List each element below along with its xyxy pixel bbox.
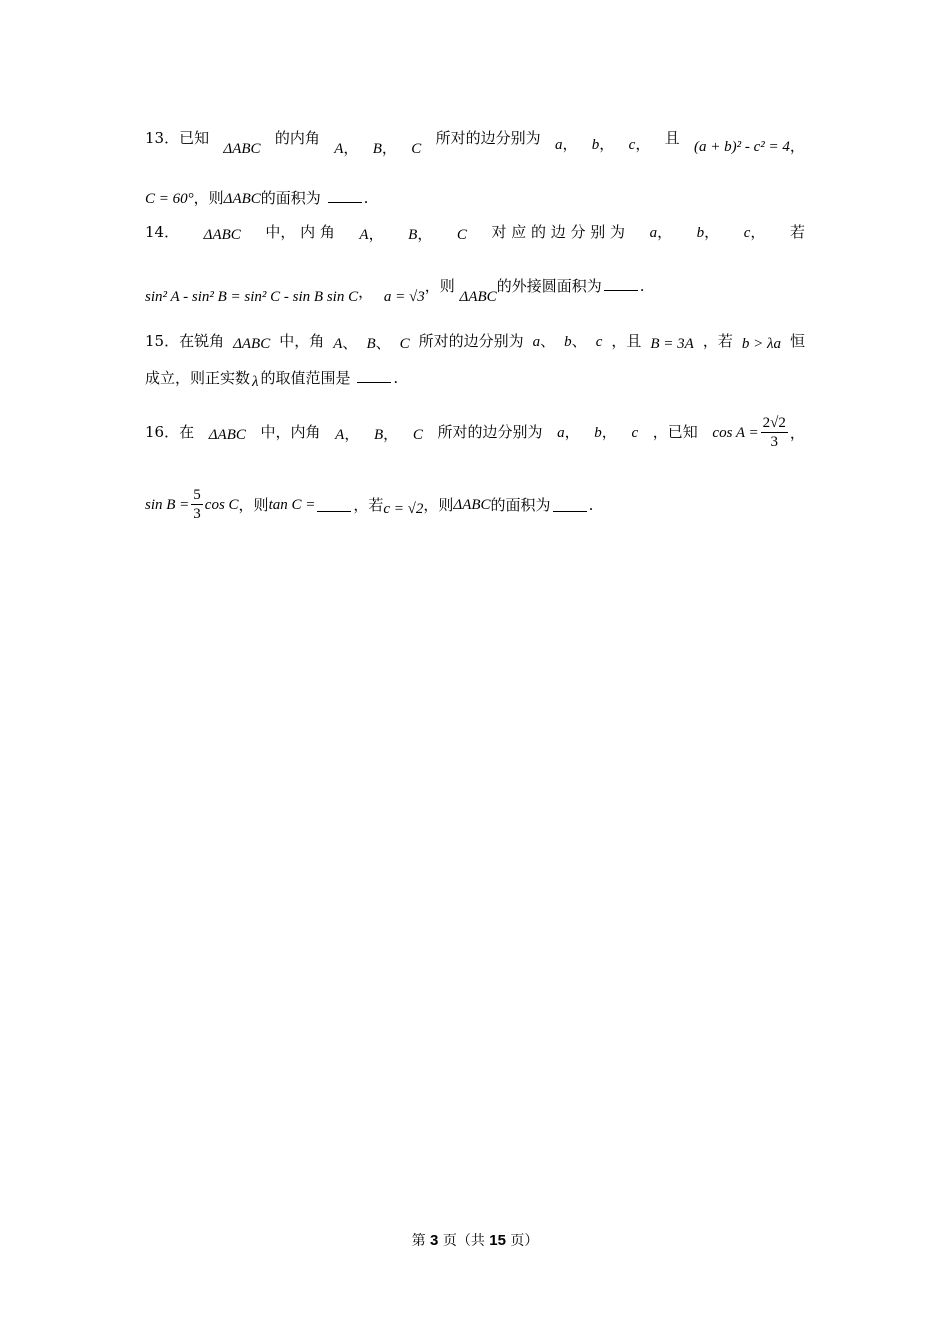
q16-tanC: tan C = — [268, 496, 316, 513]
q14-side-a: a — [649, 225, 658, 241]
q14-answer-blank — [604, 276, 638, 291]
q13-side-a: a — [554, 137, 563, 153]
q16-side-a: a — [557, 424, 565, 441]
q14-number: 14． — [145, 223, 180, 241]
q14-angle-a: A — [359, 227, 369, 243]
q13-angle-condition: C = 60° — [145, 191, 194, 207]
question-16-line-1: 16．在 ΔABC 中，内角 A， B， C 所对的边分别为 a， b， c ，已知 cos A = $\frac{2√2}{3}$ ， — [145, 415, 805, 450]
q16-text-3: ，已知 — [652, 422, 698, 441]
q16-sinB-fraction — [191, 486, 203, 523]
q15-number: 15．在锐角 — [145, 332, 225, 350]
q16-cosA-numerator: 2√2 — [762, 415, 786, 431]
q13-triangle: ΔABC — [223, 141, 261, 157]
q16-sinB-rhs: cos C — [204, 496, 239, 513]
q15-text-6: 成立，则正实数 — [145, 369, 251, 387]
q13-answer-blank — [328, 188, 362, 203]
q16-angle-c: C — [412, 426, 423, 443]
q15-answer-blank — [357, 368, 391, 383]
q14-text-3: 若 — [789, 223, 805, 241]
q16-side-b: b — [594, 424, 602, 441]
q15-text-1: 中，角 — [279, 332, 325, 350]
q16-cosA-denominator: 3 — [770, 434, 779, 450]
footer-middle: 页（共 — [442, 1233, 485, 1249]
q13-period: . — [363, 189, 369, 207]
q13-angle-b: B — [372, 141, 382, 157]
q14-text-2: 对 应 的 边 分 别 为 — [491, 223, 626, 241]
q14-side-value: a = √3 — [383, 289, 425, 305]
q15-side-a: a — [532, 334, 541, 350]
q15-text-4: ，若 — [702, 332, 733, 350]
q16-cosA-fraction — [761, 414, 788, 451]
q14-equation: sin² A - sin² B = sin² C - sin B sin C — [145, 289, 359, 305]
footer-page-number: 3 — [430, 1232, 439, 1249]
q15-angle-relation: B = 3A — [650, 336, 694, 352]
q15-text-3: ，且 — [611, 332, 642, 350]
q13-text-2: 所对的边分别为 — [435, 129, 541, 147]
q16-angle-b: B — [374, 426, 384, 443]
q13-text-5: 的面积为 — [260, 189, 321, 207]
q16-period: . — [588, 495, 594, 514]
q16-triangle: ΔABC — [208, 426, 246, 443]
q13-triangle-2: ΔABC — [223, 191, 261, 207]
question-16-line-2 — [145, 486, 805, 523]
q15-text-7: 的取值范围是 — [260, 369, 351, 387]
question-13-line-1: 13．已知 ΔABC 的内角 A， B， C 所对的边分别为 a， b， c， 且 (a + b)² - c² = 4， — [145, 129, 805, 157]
q15-text-2: 所对的边分别为 — [418, 332, 524, 350]
q16-cosA-lhs: cos A = — [712, 424, 759, 441]
q14-angle-b: B — [408, 227, 418, 243]
q16-sinB-lhs: sin B = — [145, 496, 190, 513]
q16-text-7: 的面积为 — [490, 495, 551, 514]
question-14-line-1: 14． ΔABC 中， 内 角 A， B， C 对 应 的 边 分 别 为 a， b， c， 若 — [145, 223, 805, 243]
q13-condition: (a + b)² - c² = 4 — [694, 139, 790, 155]
question-13-line-2 — [145, 188, 805, 209]
q16-sinB-numerator: 5 — [193, 487, 201, 503]
q13-number: 13．已知 — [145, 129, 210, 147]
q16-angle-a: A — [335, 426, 345, 443]
q16-c-value: c = √2 — [383, 500, 424, 517]
q14-text-1: 中， 内 角 — [265, 223, 335, 241]
q15-text-5: 恒 — [789, 332, 805, 350]
q15-inequality: b > λa — [741, 336, 781, 352]
q15-period: . — [393, 369, 399, 387]
q15-side-c: c — [595, 334, 603, 350]
question-14-line-2: sin² A - sin² B = sin² C - sin B sin C， a = √3，则 ΔABC的外接圆面积为 . — [145, 277, 645, 305]
q16-answer-blank-1 — [317, 497, 351, 512]
q13-side-b: b — [591, 137, 600, 153]
q16-sinB-denominator: 3 — [193, 506, 201, 522]
q13-angle-c: C — [411, 141, 422, 157]
q14-side-b: b — [696, 225, 705, 241]
q15-angle-c: C — [399, 336, 410, 352]
q16-side-c: c — [631, 424, 639, 441]
q14-angle-c: C — [456, 227, 467, 243]
q13-text-4: ，则 — [193, 189, 224, 207]
footer-total-pages: 15 — [489, 1232, 506, 1249]
q15-angle-b: B — [366, 336, 376, 352]
q14-triangle: ΔABC — [203, 227, 241, 243]
footer-suffix: 页） — [510, 1233, 539, 1249]
q16-number: 16．在 — [145, 422, 195, 441]
q16-text-4: ，则 — [238, 495, 269, 514]
q16-triangle-2: ΔABC — [453, 496, 491, 513]
q15-triangle: ΔABC — [233, 336, 271, 352]
q14-side-c: c — [743, 225, 751, 241]
q15-angle-a: A — [333, 336, 343, 352]
q13-side-c: c — [628, 137, 636, 153]
q14-text-4: ，则 — [424, 277, 455, 295]
q13-text-3: 且 — [664, 129, 680, 147]
q16-text-2: 所对的边分别为 — [437, 422, 543, 441]
q14-triangle-2: ΔABC — [459, 289, 497, 305]
question-15-line-2 — [145, 368, 805, 389]
question-15-line-1: 15．在锐角 ΔABC 中，角 A、 B、 C 所对的边分别为 a、 b、 c ，且 B = 3A ，若 b > λa 恒 — [145, 332, 805, 352]
q14-text-5: 的外接圆面积为 — [496, 277, 602, 295]
q16-answer-blank-2 — [553, 497, 587, 512]
q15-lambda: λ — [252, 374, 259, 390]
q14-period: . — [639, 277, 645, 295]
q13-angle-a: A — [334, 141, 344, 157]
q16-text-6: ，则 — [423, 495, 454, 514]
q15-side-b: b — [564, 334, 572, 350]
q16-text-5: ，若 — [353, 495, 384, 514]
q13-text-1: 的内角 — [274, 129, 320, 147]
page-footer — [0, 1230, 950, 1250]
q16-text-1: 中，内角 — [260, 422, 321, 441]
footer-prefix: 第 — [411, 1233, 426, 1249]
